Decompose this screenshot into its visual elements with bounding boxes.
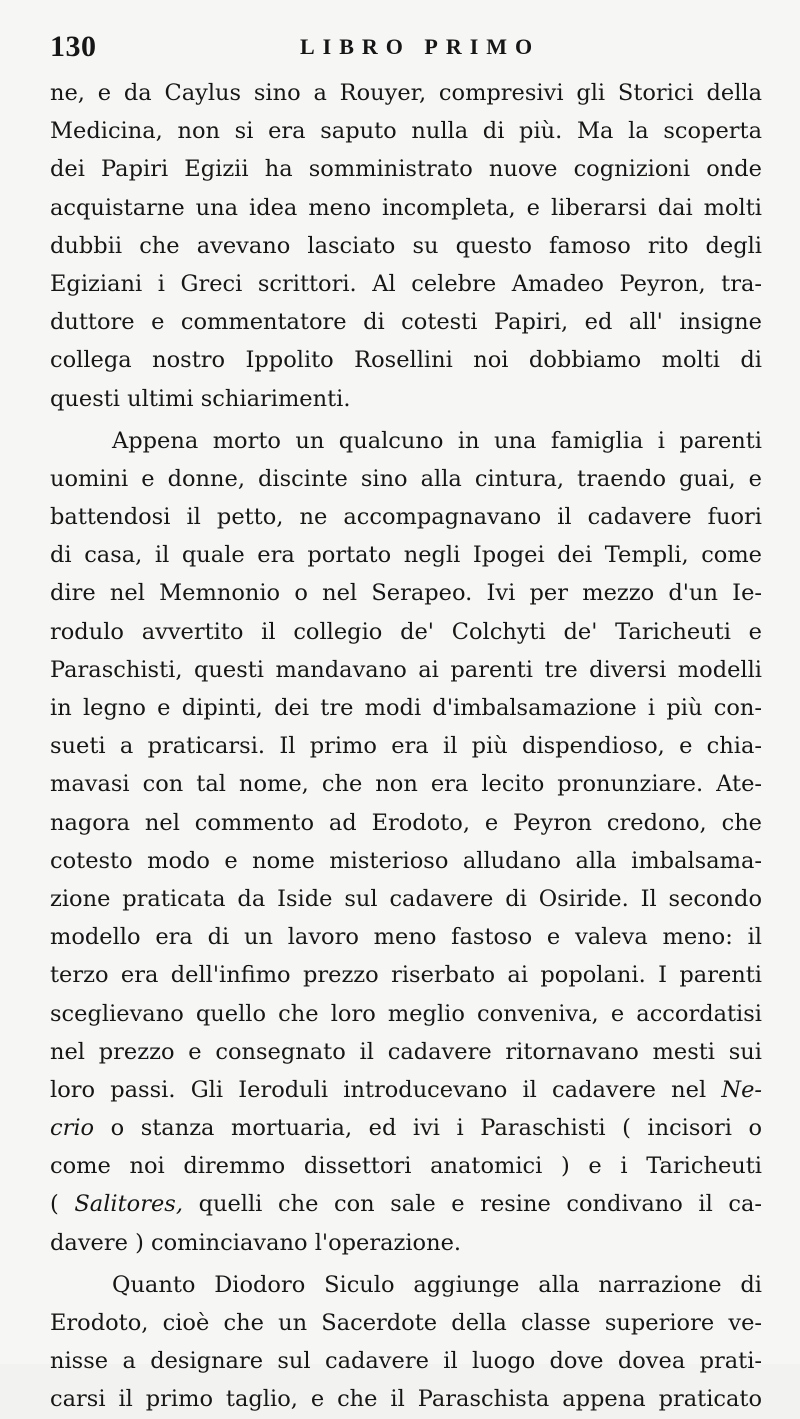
text-line: questi ultimi schiarimenti. [50,385,351,412]
paragraph-1 [50,74,762,418]
text-line [50,1071,762,1109]
text-line: sceglievano quello che loro meglio conveniva, e accordatisi [50,1000,762,1027]
page-header [50,30,762,74]
text-line: cotesto modo e nome misterioso alludano alla imbalsama- [50,847,762,874]
text-line: carsi il primo taglio, e che il Paraschista appena praticato [50,1386,762,1413]
text-line: modello era di un lavoro meno fastoso e valeva meno: il [50,924,762,951]
open-paren: ( [50,1191,59,1218]
text-line: dubbii che avevano lasciato su questo famoso rito degli [50,232,762,259]
italic-term: Salitores, [74,1191,183,1218]
text-line: Quanto Diodoro Siculo aggiunge alla narrazione di [112,1271,762,1298]
text-line: Erodoto, cioè che un Sacerdote della classe superiore ve- [50,1310,762,1336]
text-fragment: o stanza mortuaria, ed ivi i Paraschisti ( incisori o [110,1115,762,1142]
text-line: come noi diremmo dissettori anatomici ) e i Taricheuti [50,1153,762,1180]
italic-term: crio [50,1115,95,1142]
text-line: Appena morto un qualcuno in una famiglia i parenti [112,427,762,454]
text-line: Paraschisti, questi mandavano ai parenti tre diversi modelli [50,656,762,683]
text-line: Medicina, non si era saputo nulla di più. Ma la scoperta [50,118,762,145]
text-line [50,1185,762,1223]
page-number: 130 [50,30,97,63]
text-line: Egiziani i Greci scrittori. Al celebre Amadeo Peyron, tra- [50,270,762,297]
text-line: in legno e dipinti, dei tre modi d'imbalsamazione i più con- [50,695,762,721]
text-line: collega nostro Ippolito Rosellini noi dobbiamo molti di [50,347,762,374]
text-line: dei Papiri Egizii ha somministrato nuove cognizioni onde [50,156,762,183]
text-line: nagora nel commento ad Erodoto, e Peyron credono, che [50,809,762,836]
text-line: uomini e donne, discinte sino alla cintura, traendo guai, e [50,465,762,492]
text-line: ne, e da Caylus sino a Rouyer, compresivi gli Storici della [50,80,762,106]
running-head: LIBRO PRIMO [300,34,541,59]
text-line: nisse a designare sul cadavere il luogo dove dovea prati- [50,1348,762,1375]
text-line: nel prezzo e consegnato il cadavere ritornavano mesti sui [50,1038,762,1065]
text-line: zione praticata da Iside sul cadavere di Osiride. Il secondo [50,885,762,912]
paragraph-2 [50,422,762,1262]
text-line: mavasi con tal nome, che non era lecito pronunziare. Ate- [50,771,762,798]
text-fragment: loro passi. Gli Ieroduli introducevano il cadavere nel [50,1076,707,1103]
italic-term: Ne- [721,1076,762,1103]
text-line: davere ) cominciavano l'operazione. [50,1229,462,1256]
text-line [50,1109,762,1147]
text-fragment: quelli che con sale e resine condivano il ca- [198,1191,762,1218]
text-line: dire nel Memnonio o nel Serapeo. Ivi per mezzo d'un Ie- [50,580,762,607]
text-line: terzo era dell'infimo prezzo riserbato ai popolani. I parenti [50,962,762,989]
text-line: rodulo avvertito il collegio de' Colchyti de' Taricheuti e [50,618,762,645]
text-line: di casa, il quale era portato negli Ipogei dei Templi, come [50,542,762,569]
paragraph-3 [50,1266,762,1419]
text-line: sueti a praticarsi. Il primo era il più dispendioso, e chia- [50,733,762,760]
text-line: duttore e commentatore di cotesti Papiri, ed all' insigne [50,309,762,336]
text-line: acquistarne una idea meno incompleta, e liberarsi dai molti [50,194,762,221]
text-line: battendosi il petto, ne accompagnavano il cadavere fuori [50,504,762,531]
